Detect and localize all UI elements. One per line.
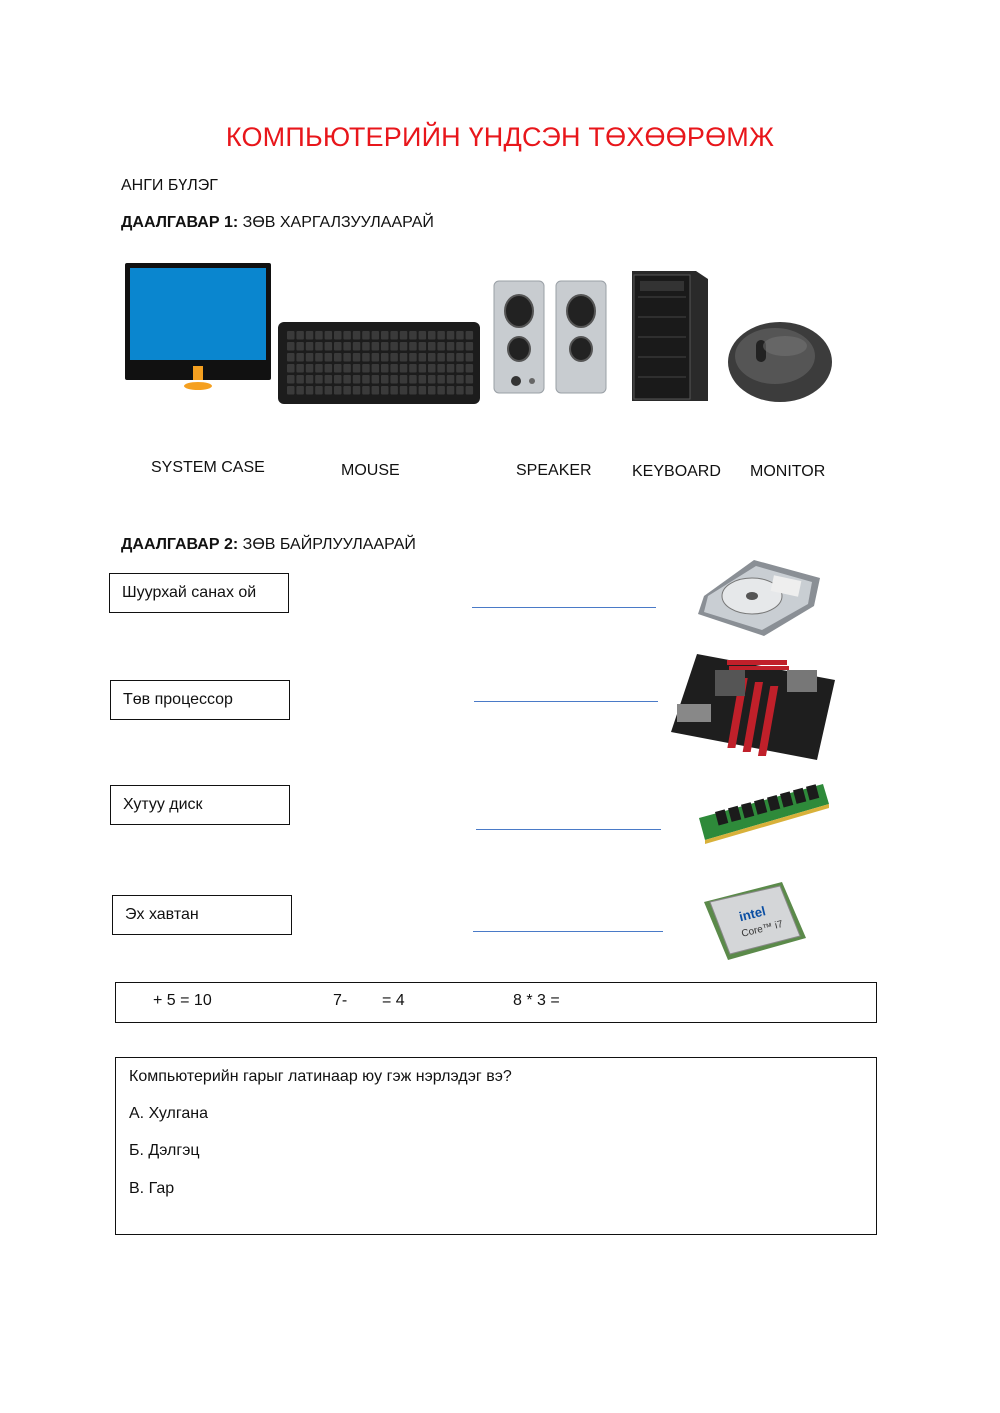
system-case-image[interactable] (626, 267, 712, 407)
keyboard-image[interactable] (277, 321, 482, 405)
math-eq3: 8 * 3 = (513, 992, 560, 1009)
answer-line-4[interactable] (473, 931, 663, 932)
page-title: КОМПЬЮТЕРИЙН ҮНДСЭН ТӨХӨӨРӨМЖ (225, 122, 775, 152)
task2-heading (121, 536, 416, 554)
label-speaker: SPEAKER (516, 462, 592, 479)
math-eq1: + 5 = 10 (153, 992, 212, 1009)
speakers-image[interactable] (492, 279, 607, 395)
quiz-option-a[interactable]: А. Хулгана (129, 1105, 208, 1122)
cpu-model-text: Core™ i7 (740, 918, 785, 940)
cpu-image[interactable] (698, 878, 810, 964)
math-eq2-left: 7- (333, 992, 348, 1009)
label-mouse: MOUSE (341, 462, 400, 479)
label-monitor: MONITOR (750, 463, 826, 480)
term-box-hdd[interactable]: Хутуу диск (110, 785, 290, 825)
math-eq2-right: = 4 (382, 992, 405, 1009)
ram-image[interactable] (697, 782, 831, 852)
term-box-ram[interactable]: Шуурхай санах ой (109, 573, 289, 613)
task1-heading-bold: ДААЛГАВАР 1: (121, 214, 239, 231)
task1-heading (121, 214, 434, 232)
mouse-image[interactable] (725, 316, 835, 408)
label-system-case: SYSTEM CASE (151, 459, 265, 476)
term-box-motherboard[interactable]: Эх хавтан (112, 895, 292, 935)
label-keyboard: KEYBOARD (632, 463, 721, 480)
class-label: АНГИ БҮЛЭГ (121, 177, 218, 194)
term-box-cpu[interactable]: Төв процессор (110, 680, 290, 720)
quiz-box (115, 1057, 877, 1235)
task1-heading-text: ЗӨВ ХАРГАЛЗУУЛААРАЙ (238, 214, 434, 231)
motherboard-image[interactable] (667, 648, 841, 764)
quiz-question: Компьютерийн гарыг латинаар юу гэж нэрлэдэг вэ? (129, 1068, 512, 1085)
quiz-option-c[interactable]: В. Гар (129, 1180, 175, 1197)
answer-line-2[interactable] (474, 701, 658, 702)
math-box (115, 982, 877, 1023)
task2-heading-text: ЗӨВ БАЙРЛУУЛААРАЙ (238, 536, 416, 553)
monitor-image[interactable] (124, 262, 274, 392)
answer-line-3[interactable] (476, 829, 661, 830)
answer-line-1[interactable] (472, 607, 656, 608)
hard-drive-image[interactable] (694, 556, 824, 638)
quiz-option-b[interactable]: Б. Дэлгэц (129, 1142, 200, 1159)
task2-heading-bold: ДААЛГАВАР 2: (121, 536, 239, 553)
cpu-brand-text: intel (737, 903, 768, 925)
